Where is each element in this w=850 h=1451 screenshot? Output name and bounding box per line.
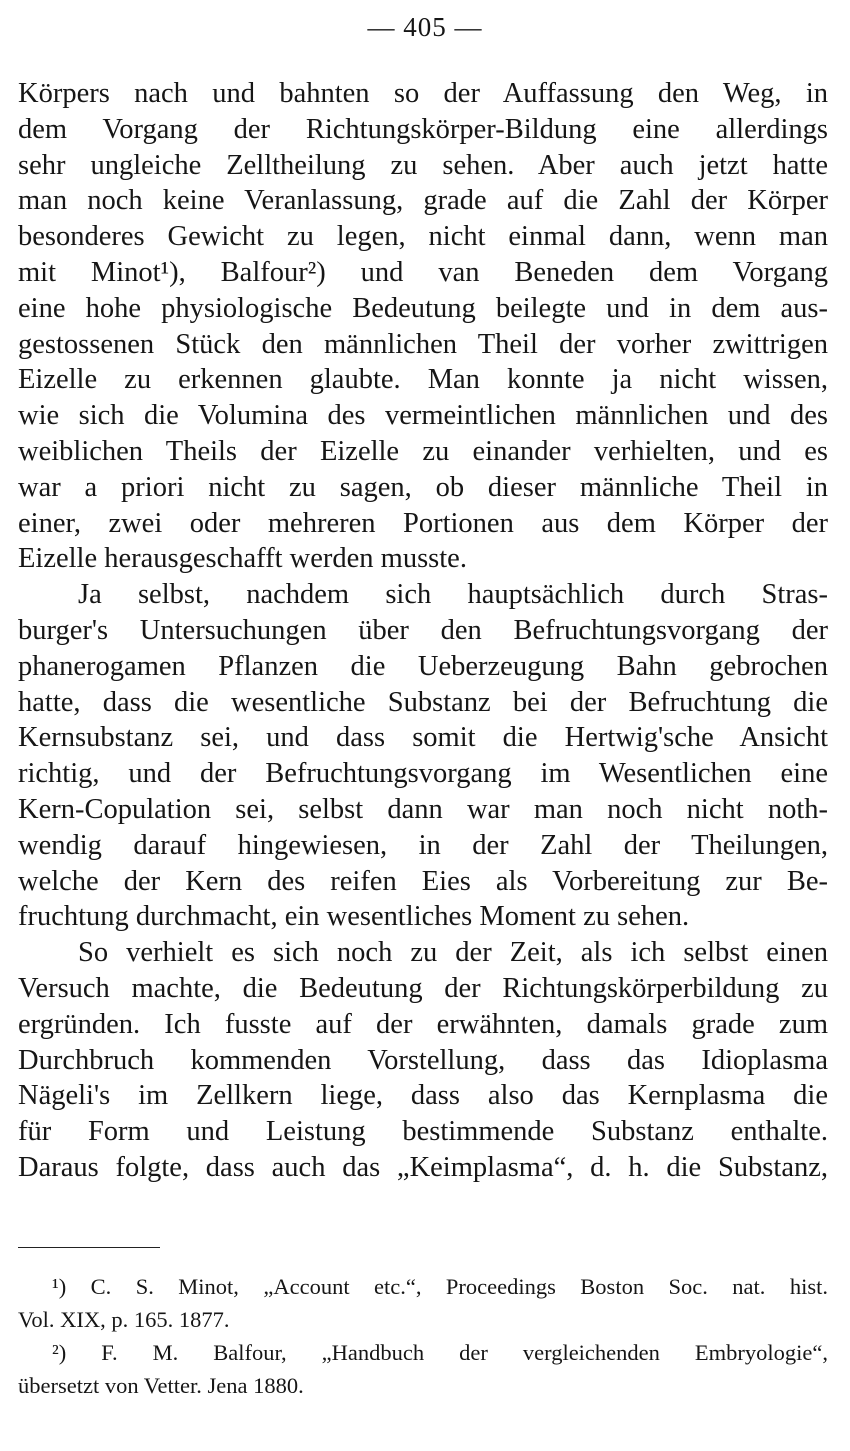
body-line: Daraus folgte, dass auch das „Keimplasma“, d. h. die Substanz,	[18, 1151, 828, 1183]
body-line: sehr ungleiche Zelltheilung zu sehen. Aber auch jetzt hatte	[18, 149, 828, 181]
body-line: burger's Untersuchungen über den Befruchtungsvorgang der	[18, 614, 828, 646]
body-line: mit Minot¹), Balfour²) und van Beneden dem Vorgang	[18, 256, 828, 288]
body-line: Körpers nach und bahnten so der Auffassung den Weg, in	[18, 78, 828, 109]
page-number: — 405 —	[367, 12, 483, 42]
body-line: für Form und Leistung bestimmende Substanz enthalte.	[18, 1116, 828, 1148]
body-line: Ja selbst, nachdem sich hauptsächlich durch Stras-	[78, 579, 828, 611]
body-line: fruchtung durchmacht, ein wesentliches Moment zu sehen.	[18, 901, 690, 933]
body-line: Eizelle zu erkennen glaubte. Man konnte ja nicht wissen,	[18, 364, 828, 396]
body-line: Versuch machte, die Bedeutung der Richtungskörperbildung zu	[18, 972, 828, 1004]
body-line: Nägeli's im Zellkern liege, dass also das Kernplasma die	[18, 1080, 828, 1112]
footnote-line: ²) F. M. Balfour, „Handbuch der vergleichenden Embryologie“,	[52, 1340, 828, 1365]
body-line: besonderes Gewicht zu legen, nicht einmal dann, wenn man	[18, 221, 828, 253]
body-line: man noch keine Veranlassung, grade auf die Zahl der Körper	[18, 185, 828, 217]
body-line: weiblichen Theils der Eizelle zu einander verhielten, und es	[18, 435, 828, 467]
body-line: dem Vorgang der Richtungskörper-Bildung eine allerdings	[18, 113, 828, 145]
body-line: wendig darauf hingewiesen, in der Zahl der Theilungen,	[18, 829, 828, 861]
body-line: Kern-Copulation sei, selbst dann war man noch nicht noth-	[18, 793, 828, 825]
body-line: phanerogamen Pflanzen die Ueberzeugung Bahn gebrochen	[18, 650, 828, 682]
body-text	[18, 76, 828, 1186]
body-line: Kernsubstanz sei, und dass somit die Hertwig'sche Ansicht	[18, 722, 828, 754]
body-line: richtig, und der Befruchtungsvorgang im Wesentlichen eine	[18, 758, 828, 790]
body-line: welche der Kern des reifen Eies als Vorbereitung zur Be-	[18, 865, 828, 897]
footnote-line: ¹) C. S. Minot, „Account etc.“, Proceedings Boston Soc. nat. hist.	[52, 1274, 828, 1299]
footnote-line: übersetzt von Vetter. Jena 1880.	[18, 1373, 304, 1398]
body-line: hatte, dass die wesentliche Substanz bei der Befruchtung die	[18, 686, 828, 718]
body-line: wie sich die Volumina des vermeintlichen männlichen und des	[18, 400, 828, 432]
body-line: So verhielt es sich noch zu der Zeit, als ich selbst einen	[78, 937, 828, 969]
body-line: einer, zwei oder mehreren Portionen aus dem Körper der	[18, 507, 828, 539]
footnote-line: Vol. XIX, p. 165. 1877.	[18, 1307, 230, 1332]
body-line: Durchbruch kommenden Vorstellung, dass das Idioplasma	[18, 1044, 828, 1076]
body-line: Eizelle herausgeschafft werden musste.	[18, 543, 467, 575]
footnotes	[18, 1270, 828, 1402]
body-line: ergründen. Ich fusste auf der erwähnten, damals grade zum	[18, 1008, 828, 1040]
body-line: gestossenen Stück den männlichen Theil der vorher zwittrigen	[18, 328, 828, 360]
footnote-divider	[18, 1247, 160, 1248]
body-line: war a priori nicht zu sagen, ob dieser männliche Theil in	[18, 471, 828, 503]
body-line: eine hohe physiologische Bedeutung beilegte und in dem aus-	[18, 292, 828, 324]
